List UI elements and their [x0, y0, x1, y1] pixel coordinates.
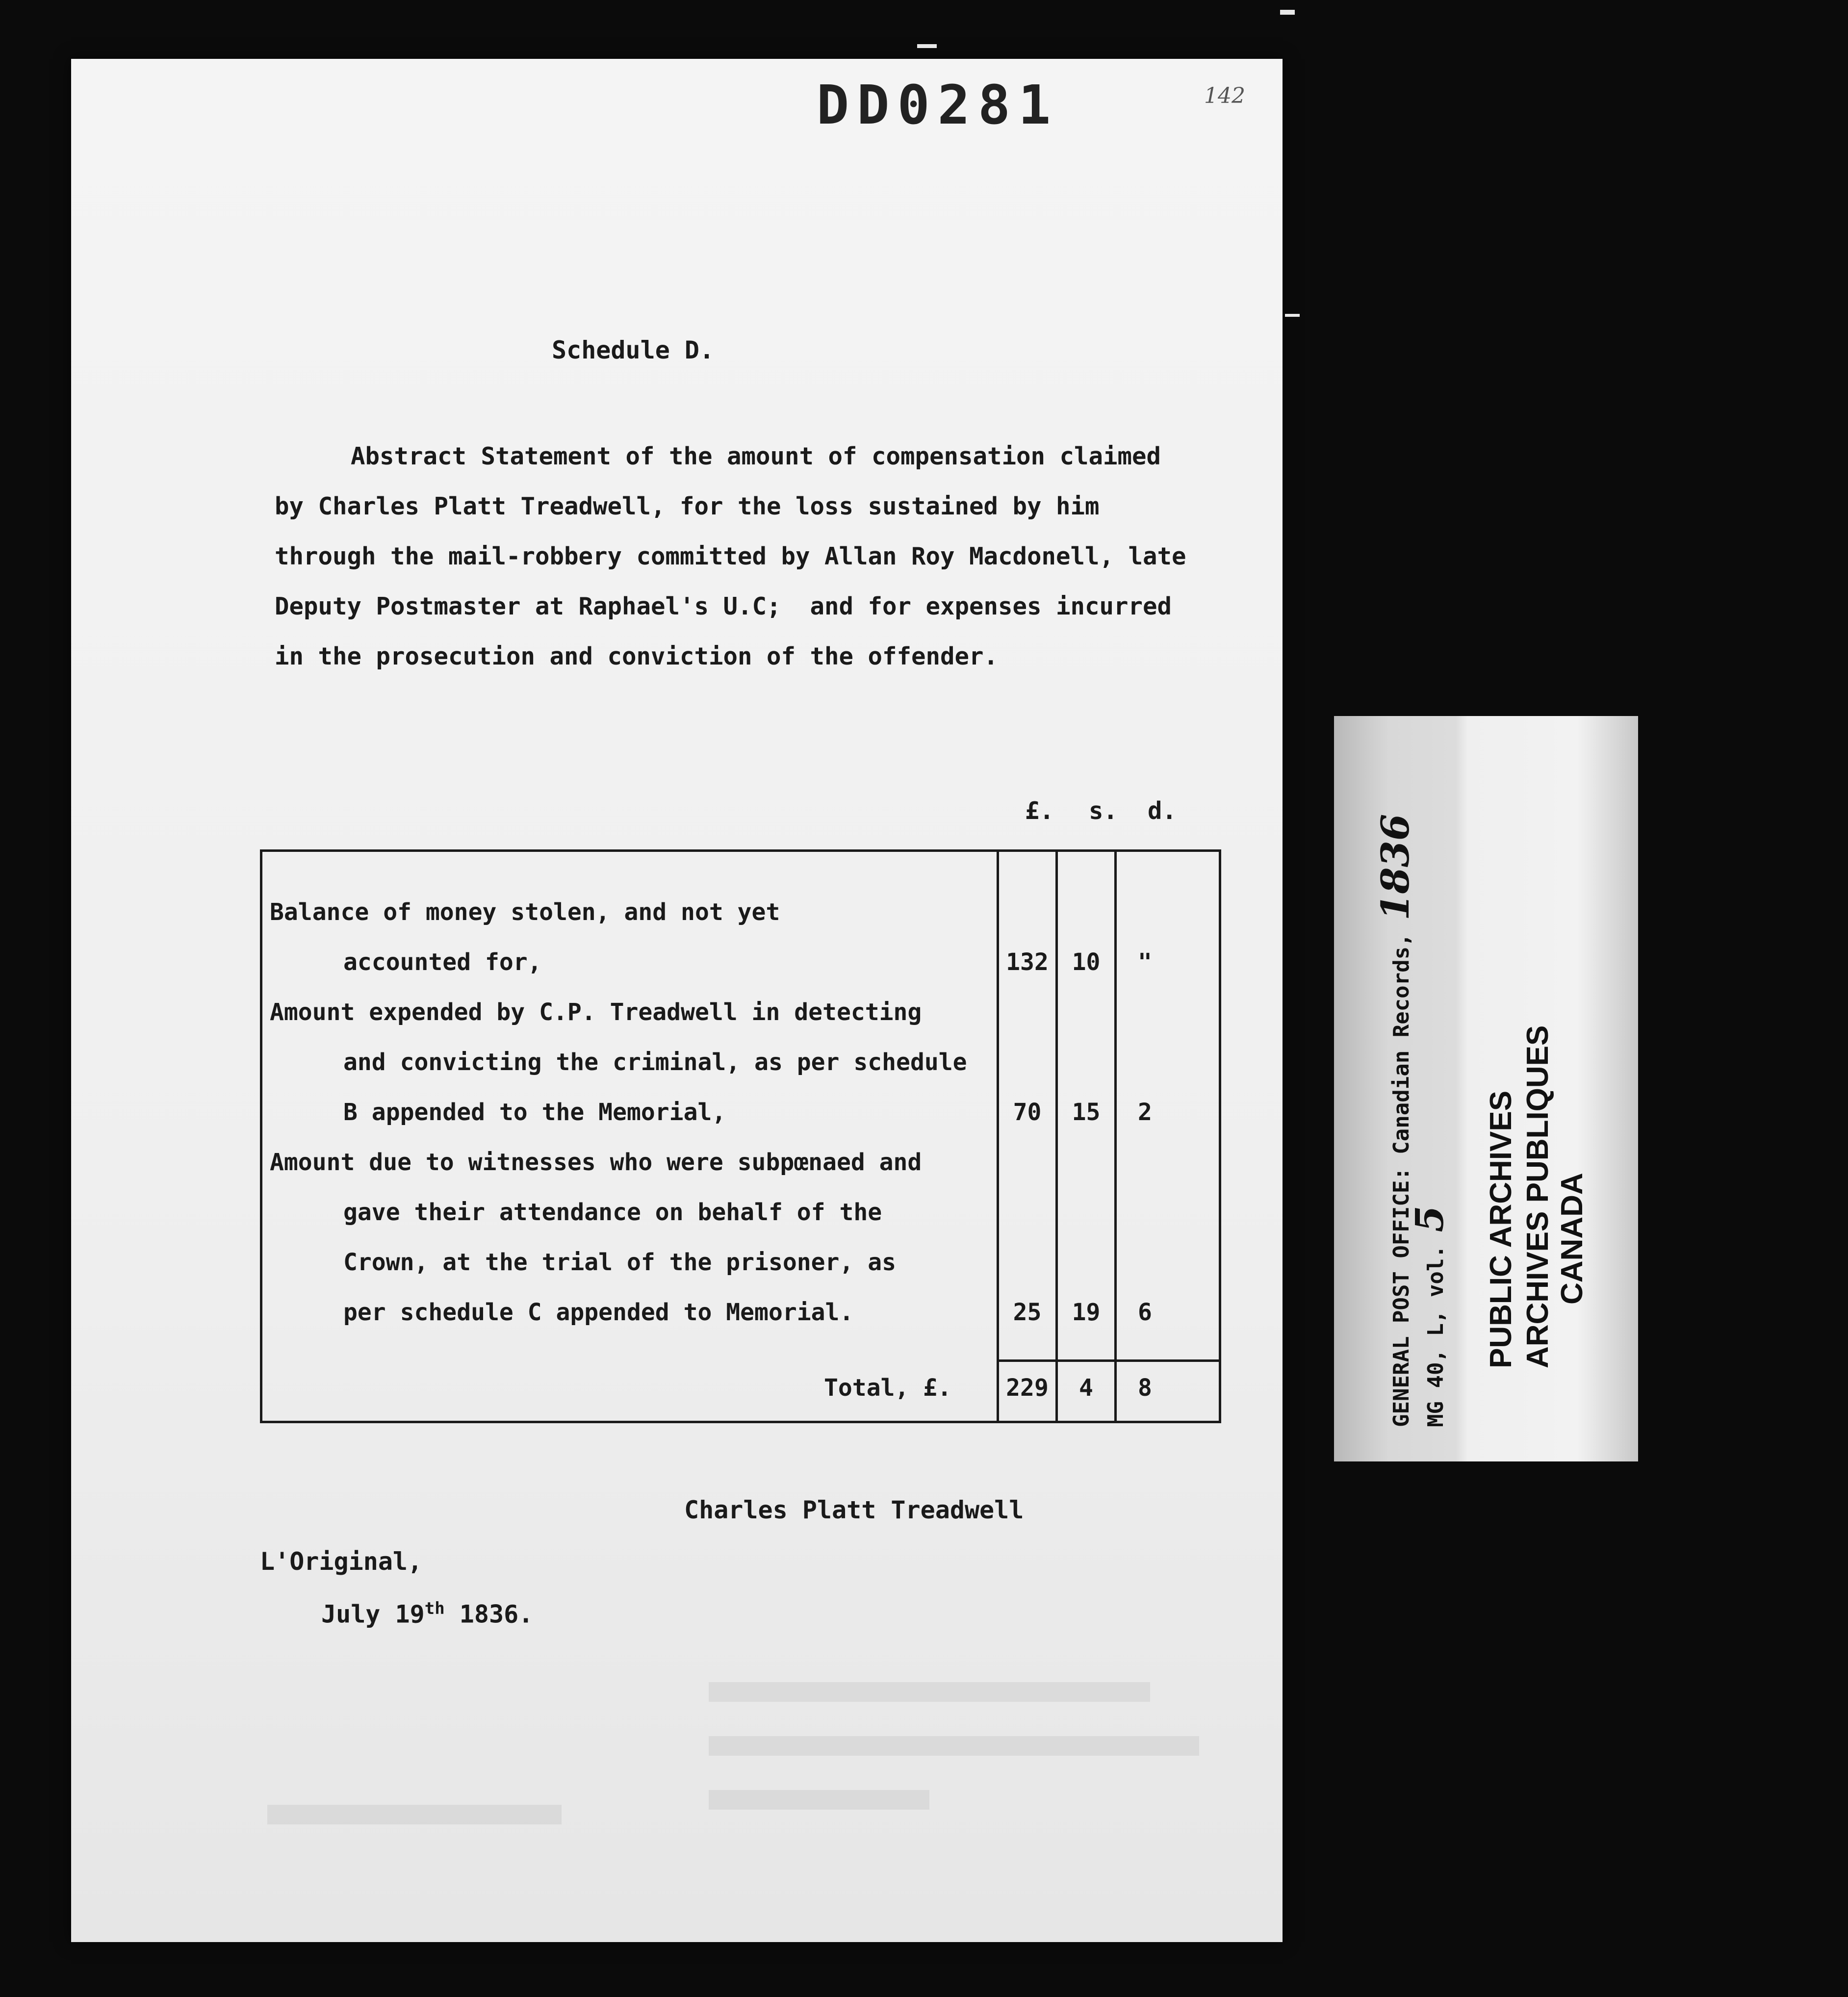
compensation-table — [260, 849, 1221, 1423]
signature: Charles Platt Treadwell — [684, 1496, 1024, 1524]
document-date — [321, 1599, 533, 1629]
abstract-line: by Charles Platt Treadwell, for the loss sustained by him — [275, 492, 1100, 520]
column-divider — [1055, 852, 1058, 1421]
item-line: accounted for, — [343, 948, 542, 976]
item-shillings: 15 — [1072, 1099, 1101, 1126]
archive-label-inst3: CANADA — [1555, 1173, 1589, 1305]
total-rule — [997, 1359, 1219, 1362]
item-line: per schedule C appended to Memorial. — [343, 1299, 854, 1326]
bleed-through-mark — [709, 1790, 929, 1810]
film-speck — [1285, 314, 1300, 317]
total-pence: 8 — [1138, 1374, 1152, 1402]
archive-label-line2 — [1408, 1205, 1452, 1427]
date-year: 1836. — [444, 1600, 534, 1629]
item-pounds: 25 — [1013, 1299, 1042, 1326]
item-shillings: 19 — [1072, 1299, 1101, 1326]
column-divider — [997, 852, 999, 1421]
archive-label-inst1: PUBLIC ARCHIVES — [1484, 1090, 1518, 1368]
date-main: July 19 — [321, 1600, 425, 1629]
item-line: gave their attendance on behalf of the — [343, 1199, 882, 1226]
bleed-through-mark — [267, 1805, 562, 1824]
column-header-pounds: £. — [1025, 797, 1054, 825]
label-text: MG 40, L, vol. — [1423, 1245, 1448, 1427]
document-page — [71, 59, 1283, 1942]
label-text: GENERAL POST OFFICE: Canadian Records, — [1389, 933, 1414, 1427]
label-year: 1836 — [1373, 814, 1418, 921]
item-shillings: 10 — [1072, 948, 1101, 976]
item-line: Amount expended by C.P. Treadwell in detecting — [270, 998, 922, 1026]
folio-number: 142 — [1204, 83, 1245, 108]
total-shillings: 4 — [1079, 1374, 1093, 1402]
abstract-statement — [275, 432, 1290, 682]
item-line: Crown, at the trial of the prisoner, as — [343, 1249, 897, 1276]
film-speck — [917, 44, 937, 48]
column-divider — [1114, 852, 1117, 1421]
item-pence: 6 — [1138, 1299, 1152, 1326]
item-pounds: 132 — [1006, 948, 1049, 976]
item-line: Amount due to witnesses who were subpœnaed and — [270, 1149, 922, 1176]
item-line: Balance of money stolen, and not yet — [270, 898, 780, 926]
bleed-through-mark — [709, 1682, 1150, 1702]
label-volume: 5 — [1408, 1205, 1452, 1232]
place-name: L'Original, — [260, 1547, 423, 1576]
item-line: and convicting the criminal, as per schedule — [343, 1049, 967, 1076]
bleed-through-mark — [709, 1736, 1199, 1756]
column-header-shillings: s. — [1089, 797, 1118, 825]
item-pounds: 70 — [1013, 1099, 1042, 1126]
item-pence: " — [1138, 948, 1152, 976]
abstract-line: Abstract Statement of the amount of compensation claimed — [351, 442, 1161, 470]
film-speck — [1280, 10, 1295, 15]
abstract-line: in the prosecution and conviction of the offender. — [275, 642, 999, 670]
archive-label — [1334, 716, 1638, 1461]
schedule-heading: Schedule D. — [552, 336, 715, 364]
column-header-pence: d. — [1148, 797, 1177, 825]
abstract-line: Deputy Postmaster at Raphael's U.C; and for expenses incurred — [275, 592, 1172, 620]
total-label: Total, £. — [824, 1374, 952, 1402]
abstract-line: through the mail-robbery committed by Allan Roy Macdonell, late — [275, 542, 1186, 570]
item-line: B appended to the Memorial, — [343, 1099, 726, 1126]
document-stamp: DD0281 — [817, 74, 1059, 136]
archive-label-inst2: ARCHIVES PUBLIQUES — [1521, 1025, 1555, 1368]
item-pence: 2 — [1138, 1099, 1152, 1126]
total-pounds: 229 — [1006, 1374, 1049, 1402]
date-ordinal: th — [424, 1599, 445, 1618]
